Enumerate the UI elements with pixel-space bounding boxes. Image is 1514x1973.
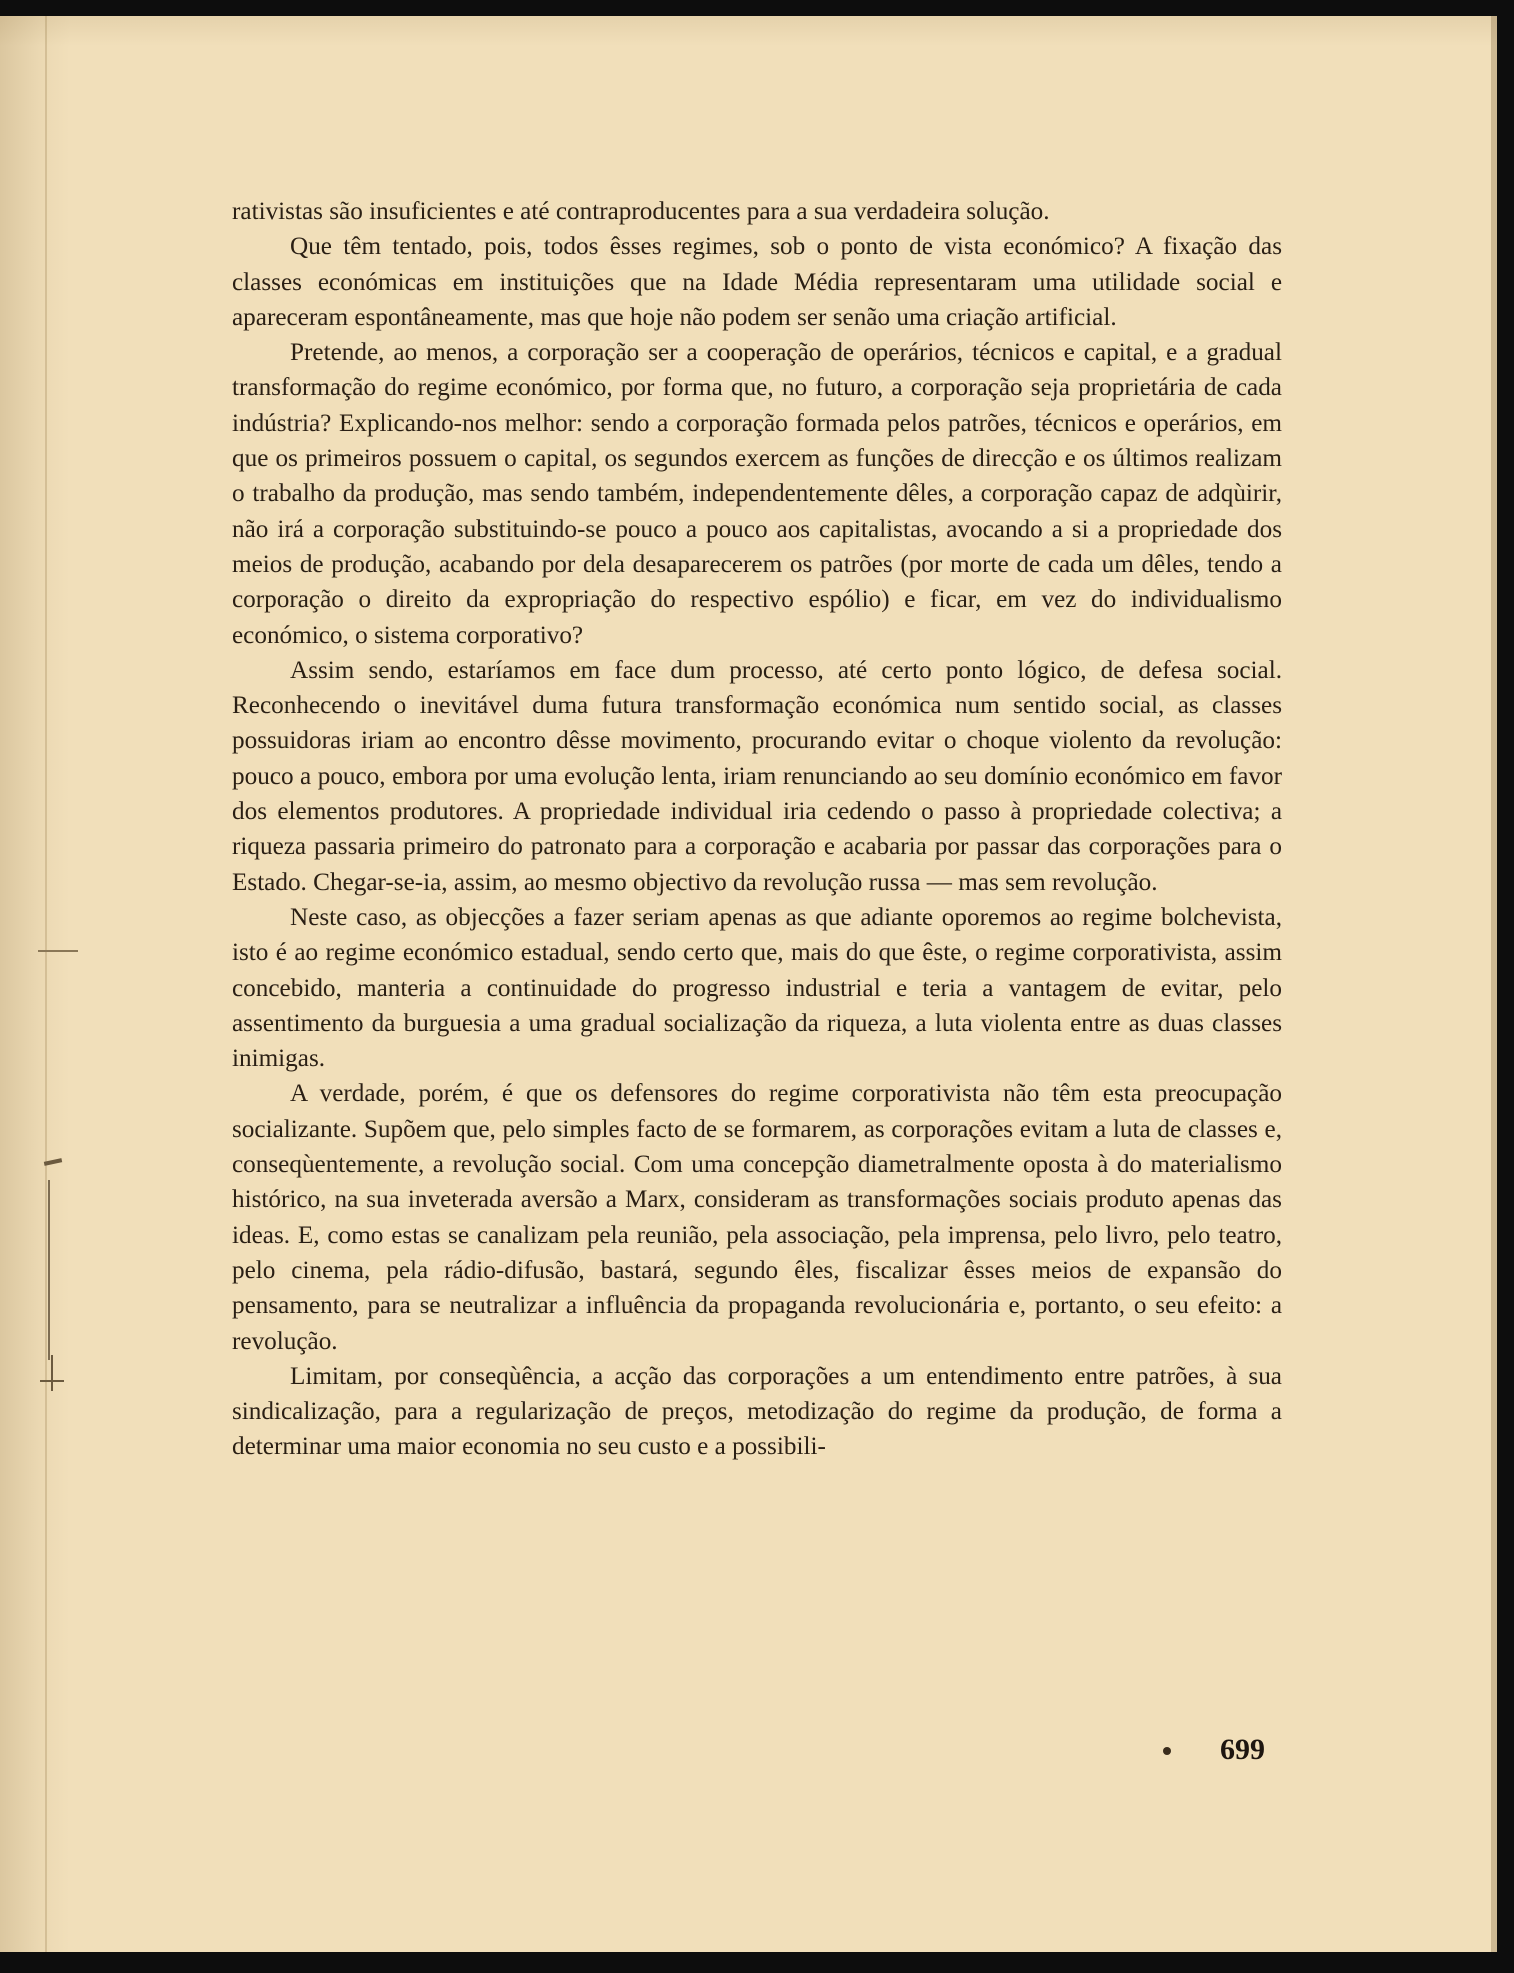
page-number: 699	[1220, 1733, 1265, 1766]
page-fold-shadow	[45, 16, 47, 1952]
paragraph: Que têm tentado, pois, todos êsses regimes, sob o ponto de vista económico? A fixação das classes económicas em instituições que na Idade Média representaram uma utilidade social e apareceram espontâneamente, mas que hoje não podem ser senão uma criação artificial.	[232, 233, 1282, 331]
margin-pencil-mark	[40, 1380, 64, 1382]
paragraph: Limitam, por conseqùência, a acção das corporações a um entendimento entre patrões, à sua sindicalização, para a regularização de preços, metodização do regime da produção, de forma a determinar uma maior economia no seu custo e a possibili-	[232, 1362, 1282, 1461]
paragraph: Neste caso, as objecções a fazer seriam apenas as que adiante oporemos ao regime bolchevista, isto é ao regime económico estadual, sendo certo que, mais do que êste, o regime corporativista, assim concebido, manteria a continuidade do progresso industrial e teria a vantagem de evitar, pelo assentimento da burguesia a uma gradual socialização da riqueza, a luta violenta entre as duas classes inimigas.	[232, 903, 1282, 1073]
ink-dot	[1163, 1747, 1171, 1755]
page-edge-shadow	[1491, 16, 1497, 1952]
paragraph: Assim sendo, estaríamos em face dum processo, até certo ponto lógico, de defesa social. Reconhecendo o inevitável duma futura transformação económica num sentido social, as classes possuidoras iriam ao encontro dêsse movimento, procurando evitar o choque violento da revolução: pouco a pouco, embora por uma evolução lenta, iriam renunciando ao seu domínio económico em favor dos elementos produtores. A propriedade individual iria cedendo o passo à propriedade colectiva; a riqueza passaria primeiro do patronato para a corporação e acabaria por passar das corporações para o Estado. Chegar-se-ia, assim, ao mesmo objectivo da revolução russa — mas sem revolução.	[232, 656, 1282, 896]
body-text	[232, 194, 1282, 1465]
margin-pencil-mark	[38, 950, 78, 952]
paragraph-continuation: rativistas são insuficientes e até contraproducentes para a sua verdadeira solução.	[232, 198, 1050, 225]
paragraph: Pretende, ao menos, a corporação ser a cooperação de operários, técnicos e capital, e a gradual transformação do regime económico, por forma que, no futuro, a corporação seja proprietária de cada indústria? Explicando-nos melhor: sendo a corporação formada pelos patrões, técnicos e operários, em que os primeiros possuem o capital, os segundos exercem as funções de direcção e os últimos realizam o trabalho da produção, mas sendo também, independentemente dêles, a corporação capaz de adqùirir, não irá a corporação substituindo-se pouco a pouco aos capitalistas, avocando a si a propriedade dos meios de produção, acabando por dela desaparecerem os patrões (por morte de cada um dêles, tendo a corporação o direito da expropriação do respectivo espólio) e ficar, em vez do individualismo económico, o sistema corporativo?	[232, 339, 1282, 649]
paragraph: A verdade, porém, é que os defensores do regime corporativista não têm esta preocupação socializante. Supõem que, pelo simples facto de se formarem, as corporações evitam a luta de classes e, conseqùentemente, a revolução social. Com uma concepção diametralmente oposta à do materialismo histórico, na sua inveterada aversão a Marx, consideram as transformações sociais produto apenas das ideas. E, como estas se canalizam pela reunião, pela associação, pela imprensa, pelo livro, pelo teatro, pelo cinema, pela rádio-difusão, bastará, segundo êles, fiscalizar êsses meios de expansão do pensamento, para se neutralizar a influência da propaganda revolucionária e, portanto, o seu efeito: a revolução.	[232, 1080, 1282, 1355]
margin-pencil-line	[48, 1180, 50, 1360]
margin-pencil-mark	[51, 1355, 53, 1391]
